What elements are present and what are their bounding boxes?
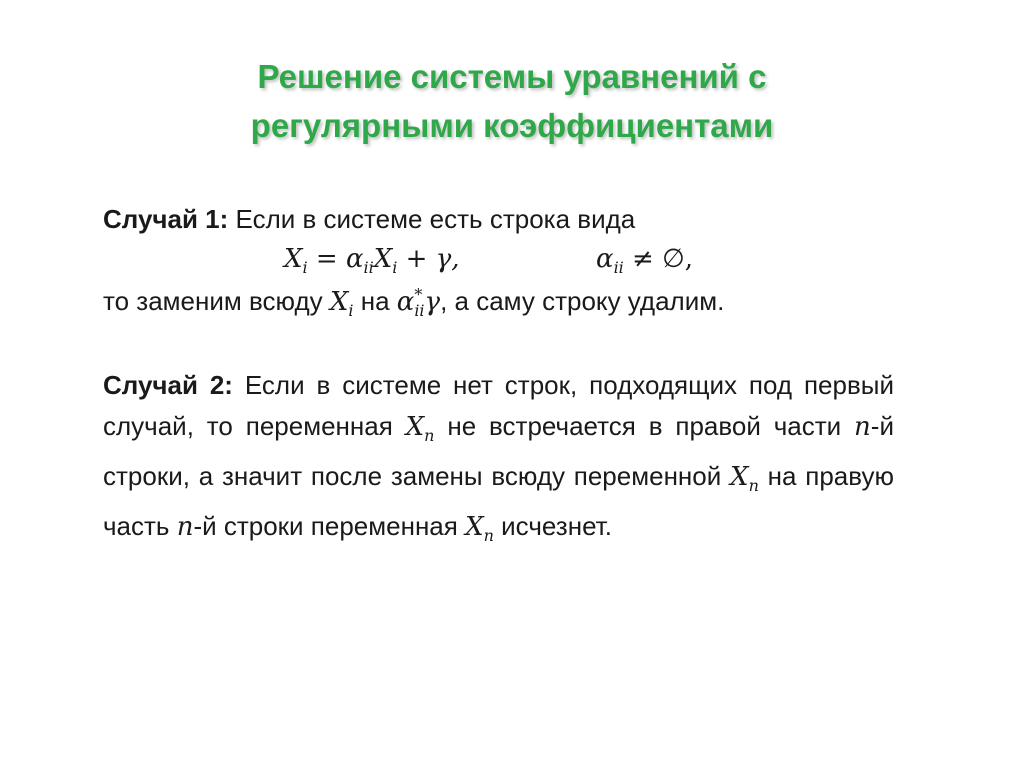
formula-coef-sub: ii [363,258,374,278]
case1-line3-text-b: на [353,286,397,316]
case1-text: Если в системе есть строка вида [228,204,636,234]
case1-line3-text-c: , а саму строку удалим. [440,286,725,316]
formula-equation [284,244,460,277]
xn-sub: n [424,426,435,446]
formula-coef: α [345,244,364,274]
xi-sub: i [348,301,354,321]
alpha-var: α [396,287,415,317]
case2-xn-2 [730,462,759,496]
xn-var: X [730,462,749,493]
case1-label: Случай 1: [103,204,229,234]
formula-cond-rest: ≠ ∅, [623,244,694,274]
case2-n-1: n [854,412,871,442]
title-line-1: Решение системы уравнений с [257,58,767,95]
case1-intro [103,204,894,235]
formula-condition [596,244,693,277]
case2-n-2: n [176,512,194,543]
case2-paragraph [103,365,894,557]
case1-line3-text-a: то заменим всюду [103,286,330,316]
formula-rhs-sub: i [392,258,398,278]
title-line-2: регулярными коэффициентами [250,107,774,144]
formula-cond-var: α [596,244,614,274]
formula-equals: = [307,244,346,274]
xn-sub: n [483,526,494,546]
case1-conclusion [103,286,894,320]
gamma-var: γ [424,287,441,317]
case2-xn-1 [405,412,435,446]
formula-rhs-var: X [373,244,393,274]
page-title [0,52,1024,150]
case2-text-5: -й строки переменная [193,511,466,542]
case2-text-2: не встречается в правой части [434,411,855,441]
case2-text-4: на правую часть [103,461,894,542]
formula-cond-sub: ii [613,258,624,278]
xi-var: X [329,287,349,317]
xn-var: X [465,512,484,543]
case1-line3-alpha-star [396,285,441,320]
xn-sub: n [748,476,759,496]
case1-line3-xi [329,287,354,321]
formula-lhs-var: X [284,244,303,274]
case2-text-3: -й строки, а значит после замены всюду переменной [103,411,894,492]
case2-label: Случай 2: [103,370,233,400]
formula-plus-gamma: + γ, [397,244,460,274]
case2-text-1: Если в системе нет строк, подходящих под первый случай, то переменная [103,370,894,441]
case2-text-6: исчезнет. [493,511,612,542]
alpha-sub: ii [414,301,425,320]
alpha-star: * [414,285,423,304]
formula-lhs-sub: i [302,258,308,278]
case2-xn-3 [465,512,494,546]
xn-var: X [405,412,425,442]
